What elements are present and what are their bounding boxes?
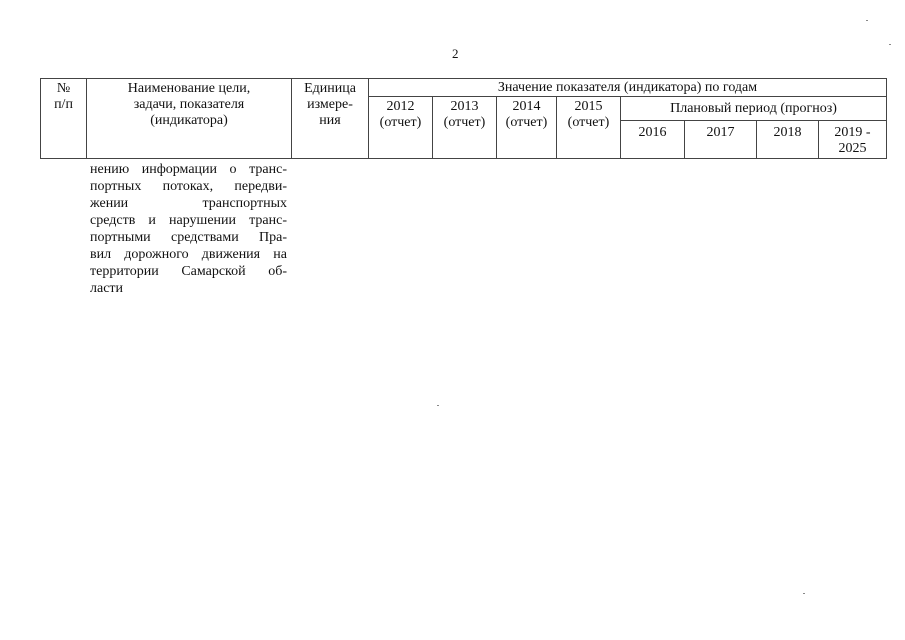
continuation-line: территории Самарской об- (90, 264, 287, 279)
year-note: (отчет) (379, 115, 422, 130)
header-year-2018: 2018 (757, 121, 819, 159)
year-label: 2014 (512, 99, 541, 114)
header-year-2017: 2017 (685, 121, 757, 159)
indicator-table (40, 78, 887, 159)
year-label: 2015 (574, 99, 603, 114)
scan-speck (866, 20, 868, 21)
continuation-line: портными средствами Пра- (90, 230, 287, 245)
continuation-line: вил дорожного движения на (90, 247, 287, 262)
header-year-2012 (369, 97, 433, 159)
continuation-line: ласти (90, 281, 124, 296)
scan-speck (437, 405, 439, 406)
year-note: (отчет) (505, 115, 548, 130)
year-note: (отчет) (567, 115, 610, 130)
page-number: 2 (452, 46, 459, 61)
scan-speck (803, 593, 805, 594)
header-planned-group: Плановый период (прогноз) (621, 97, 887, 121)
year-note: (отчет) (443, 115, 486, 130)
header-year-2019-2025: 2019 - 2025 (819, 121, 887, 159)
header-year-2014 (497, 97, 557, 159)
header-year-2015 (557, 97, 621, 159)
header-year-2013 (433, 97, 497, 159)
header-values-group: Значение показателя (индикатора) по годам (369, 79, 887, 97)
header-unit: Единица измере- ния (292, 79, 369, 159)
indicator-name-continuation (90, 161, 287, 297)
year-label: 2013 (450, 99, 479, 114)
header-year-2016: 2016 (621, 121, 685, 159)
scan-speck (889, 44, 891, 45)
continuation-line: портных потоках, передви- (90, 179, 287, 194)
continuation-line: средств и нарушении транс- (90, 213, 287, 228)
continuation-line: нению информации о транс- (90, 162, 287, 177)
year-label: 2012 (386, 99, 415, 114)
continuation-line: жении транспортных (90, 196, 287, 211)
header-number: № п/п (41, 79, 87, 159)
header-name: Наименование цели, задачи, показателя (индикатора) (87, 79, 292, 159)
